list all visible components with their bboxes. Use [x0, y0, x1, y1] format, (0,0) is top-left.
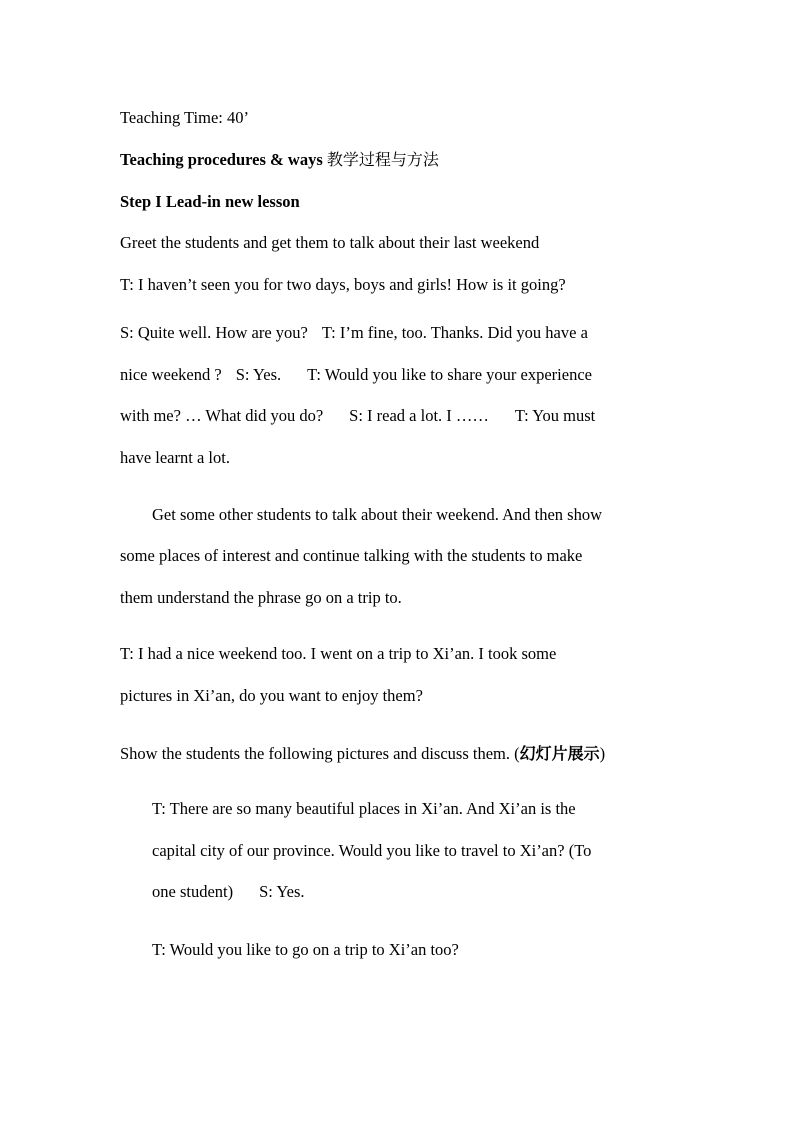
dialogue-line-2 — [120, 323, 588, 343]
dialogue-teacher-reply-2: T: Would you like to share your experience — [307, 365, 592, 384]
para4-aside: one student) — [152, 882, 234, 901]
slideshow-label-cn: 幻灯片展示 — [519, 744, 600, 763]
show-pictures-close: ) — [599, 744, 606, 763]
dialogue-teacher-reply-3: T: You must — [514, 406, 596, 425]
procedures-title-cn: 教学过程与方法 — [326, 150, 439, 169]
step1-intro: Greet the students and get them to talk about their last weekend — [120, 233, 540, 252]
dialogue-student-reply-1: S: Quite well. How are you? — [120, 323, 308, 342]
dialogue-teacher-question-2: with me? … What did you do? — [120, 406, 324, 425]
para2-line-3: them understand the phrase go on a trip to. — [120, 588, 402, 607]
para3-line-1: T: I had a nice weekend too. I went on a trip to Xi’an. I took some — [120, 644, 557, 663]
dialogue-line-5: have learnt a lot. — [120, 448, 230, 467]
para4-line-2: capital city of our province. Would you like to travel to Xi’an? (To — [152, 841, 592, 860]
dialogue-line-1: T: I haven’t seen you for two days, boys and girls! How is it going? — [120, 275, 566, 294]
dialogue-student-reply-3: S: I read a lot. I …… — [349, 406, 489, 425]
dialogue-line-3 — [120, 365, 592, 385]
para4-line-3 — [152, 882, 305, 902]
para2-line-1: Get some other students to talk about their weekend. And then show — [152, 505, 602, 524]
para4-line-1: T: There are so many beautiful places in Xi’an. And Xi’an is the — [152, 799, 576, 818]
dialogue-student-reply-2: S: Yes. — [235, 365, 282, 384]
show-pictures-line — [120, 744, 605, 764]
dialogue-line-4 — [120, 406, 595, 426]
para5-line-1: T: Would you like to go on a trip to Xi’an too? — [152, 940, 459, 959]
para4-student-reply: S: Yes. — [259, 882, 305, 901]
para2-line-2: some places of interest and continue talking with the students to make — [120, 546, 583, 565]
dialogue-teacher-reply-1: T: I’m fine, too. Thanks. Did you have a — [321, 323, 588, 342]
teaching-time: Teaching Time: 40’ — [120, 108, 250, 127]
dialogue-teacher-question: nice weekend ? — [120, 365, 222, 384]
procedures-heading — [120, 150, 439, 170]
step1-title: Step I Lead-in new lesson — [120, 192, 300, 211]
para3-line-2: pictures in Xi’an, do you want to enjoy them? — [120, 686, 423, 705]
procedures-title: Teaching procedures & ways — [120, 150, 323, 169]
show-pictures-text: Show the students the following pictures and discuss them. ( — [120, 744, 520, 763]
